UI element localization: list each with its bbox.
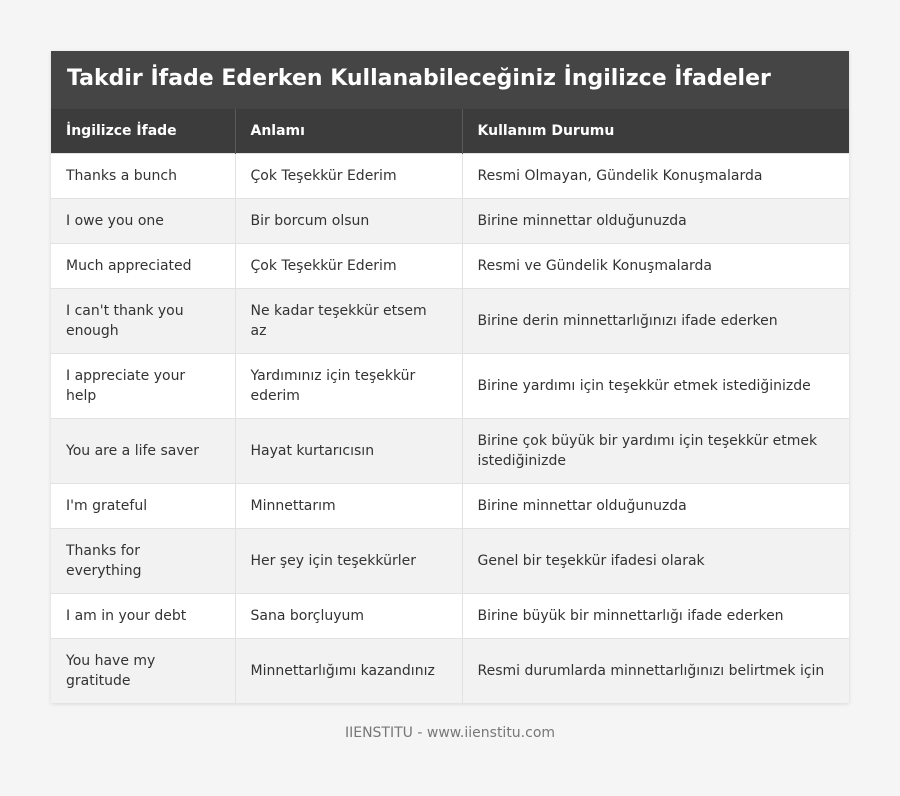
usage-cell: Genel bir teşekkür ifadesi olarak bbox=[462, 528, 849, 593]
usage-cell: Birine minnettar olduğunuzda bbox=[462, 483, 849, 528]
usage-cell: Resmi ve Gündelik Konuşmalarda bbox=[462, 243, 849, 288]
usage-cell: Resmi durumlarda minnettarlığınızı belirtmek için bbox=[462, 638, 849, 703]
meaning-cell: Minnettarım bbox=[235, 483, 462, 528]
table-row bbox=[51, 198, 849, 243]
table-row bbox=[51, 483, 849, 528]
footer-credit: IIENSTITU - www.iienstitu.com bbox=[344, 725, 556, 741]
meaning-cell: Çok Teşekkür Ederim bbox=[235, 243, 462, 288]
meaning-cell: Bir borcum olsun bbox=[235, 198, 462, 243]
english-phrase-cell: I am in your debt bbox=[51, 593, 235, 638]
column-header-english: İngilizce İfade bbox=[51, 109, 235, 153]
usage-cell: Birine minnettar olduğunuzda bbox=[462, 198, 849, 243]
table-row bbox=[51, 528, 849, 593]
meaning-cell: Ne kadar teşekkür etsem az bbox=[235, 288, 462, 353]
table-row bbox=[51, 593, 849, 638]
usage-cell: Resmi Olmayan, Gündelik Konuşmalarda bbox=[462, 153, 849, 198]
column-header-meaning: Anlamı bbox=[235, 109, 462, 153]
table-row bbox=[51, 638, 849, 703]
english-phrase-cell: Thanks a bunch bbox=[51, 153, 235, 198]
meaning-cell: Çok Teşekkür Ederim bbox=[235, 153, 462, 198]
table-row bbox=[51, 153, 849, 198]
usage-cell: Birine derin minnettarlığınızı ifade ederken bbox=[462, 288, 849, 353]
meaning-cell: Yardımınız için teşekkür ederim bbox=[235, 353, 462, 418]
table-row bbox=[51, 288, 849, 353]
usage-cell: Birine yardımı için teşekkür etmek istediğinizde bbox=[462, 353, 849, 418]
meaning-cell: Sana borçluyum bbox=[235, 593, 462, 638]
english-phrase-cell: Much appreciated bbox=[51, 243, 235, 288]
meaning-cell: Her şey için teşekkürler bbox=[235, 528, 462, 593]
table-row bbox=[51, 418, 849, 483]
usage-cell: Birine büyük bir minnettarlığı ifade ederken bbox=[462, 593, 849, 638]
english-phrase-cell: I owe you one bbox=[51, 198, 235, 243]
table-row bbox=[51, 243, 849, 288]
english-phrase-cell: You are a life saver bbox=[51, 418, 235, 483]
phrases-card bbox=[51, 51, 849, 703]
phrases-table bbox=[51, 109, 849, 703]
english-phrase-cell: I'm grateful bbox=[51, 483, 235, 528]
english-phrase-cell: I appreciate your help bbox=[51, 353, 235, 418]
meaning-cell: Hayat kurtarıcısın bbox=[235, 418, 462, 483]
table-row bbox=[51, 353, 849, 418]
english-phrase-cell: Thanks for everything bbox=[51, 528, 235, 593]
column-header-usage: Kullanım Durumu bbox=[462, 109, 849, 153]
english-phrase-cell: You have my gratitude bbox=[51, 638, 235, 703]
meaning-cell: Minnettarlığımı kazandınız bbox=[235, 638, 462, 703]
english-phrase-cell: I can't thank you enough bbox=[51, 288, 235, 353]
header-row bbox=[51, 109, 849, 153]
table-title: Takdir İfade Ederken Kullanabileceğiniz İngilizce İfadeler bbox=[51, 51, 849, 109]
usage-cell: Birine çok büyük bir yardımı için teşekkür etmek istediğinizde bbox=[462, 418, 849, 483]
